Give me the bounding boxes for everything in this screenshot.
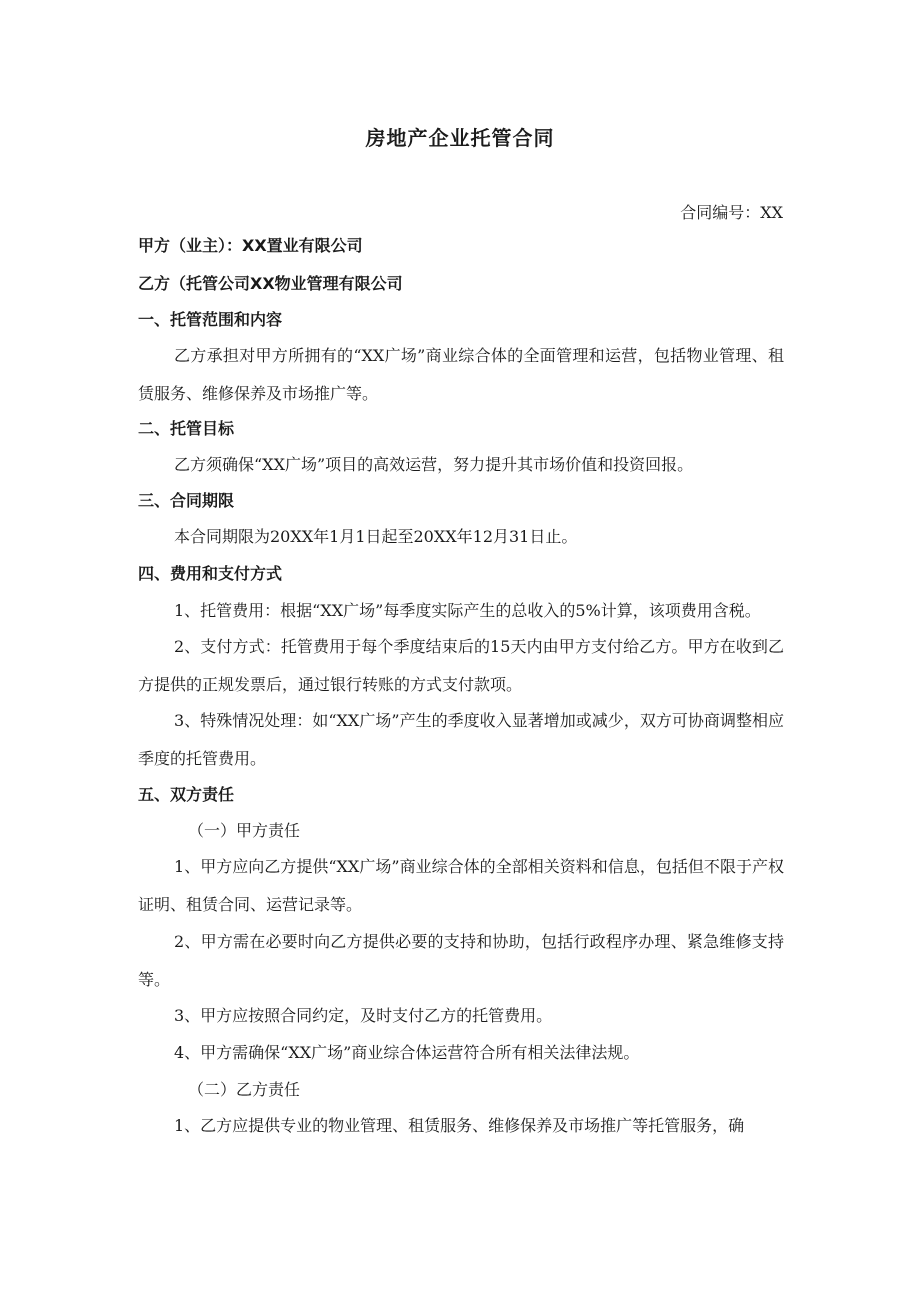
section-1-paragraph: 乙方承担对甲方所拥有的“XX广场”商业综合体的全面管理和运营，包括物业管理、租赁服务、维修保养及市场推广等。 (138, 346, 784, 403)
section-2-paragraph: 乙方须确保“XX广场”项目的高效运营，努力提升其市场价值和投资回报。 (174, 455, 694, 474)
party-b-duty-1: 1、乙方应提供专业的物业管理、租赁服务、维修保养及市场推广等托管服务，确 (174, 1116, 745, 1135)
section-4-item-1: 1、托管费用：根据“XX广场”每季度实际产生的总收入的5%计算，该项费用含税。 (174, 601, 761, 620)
party-a-duty-4: 4、甲方需确保“XX广场”商业综合体运营符合所有相关法律法规。 (174, 1043, 640, 1062)
section-3-heading: 三、合同期限 (138, 491, 235, 510)
party-b: 乙方（托管公司XX物业管理有限公司 (138, 274, 403, 293)
party-a-duty-2: 2、甲方需在必要时向乙方提供必要的支持和协助，包括行政程序办理、紧急维修支持等。 (138, 932, 784, 989)
section-2-heading: 二、托管目标 (138, 419, 235, 438)
section-1-heading: 一、托管范围和内容 (138, 310, 283, 329)
section-4-item-2: 2、支付方式：托管费用于每个季度结束后的15天内由甲方支付给乙方。甲方在收到乙方提供的正规发票后，通过银行转账的方式支付款项。 (138, 637, 784, 694)
section-4-item-3: 3、特殊情况处理：如“XX广场”产生的季度收入显著增加或减少，双方可协商调整相应季度的托管费用。 (138, 711, 784, 768)
section-4-heading: 四、费用和支付方式 (138, 564, 283, 583)
section-3-paragraph: 本合同期限为20XX年1月1日起至20XX年12月31日止。 (174, 527, 578, 546)
section-5-subheading-a: （一）甲方责任 (188, 821, 301, 840)
section-5-subheading-b: （二）乙方责任 (188, 1080, 301, 1099)
party-a-duty-3: 3、甲方应按照合同约定，及时支付乙方的托管费用。 (174, 1006, 553, 1025)
party-a-duty-1: 1、甲方应向乙方提供“XX广场”商业综合体的全部相关资料和信息，包括但不限于产权证明、租赁合同、运营记录等。 (138, 857, 784, 914)
contract-number: 合同编号：XX (680, 203, 783, 222)
party-a: 甲方（业主）：XX置业有限公司 (138, 236, 363, 255)
section-5-heading: 五、双方责任 (138, 785, 235, 804)
document-title: 房地产企业托管合同 (365, 126, 555, 150)
